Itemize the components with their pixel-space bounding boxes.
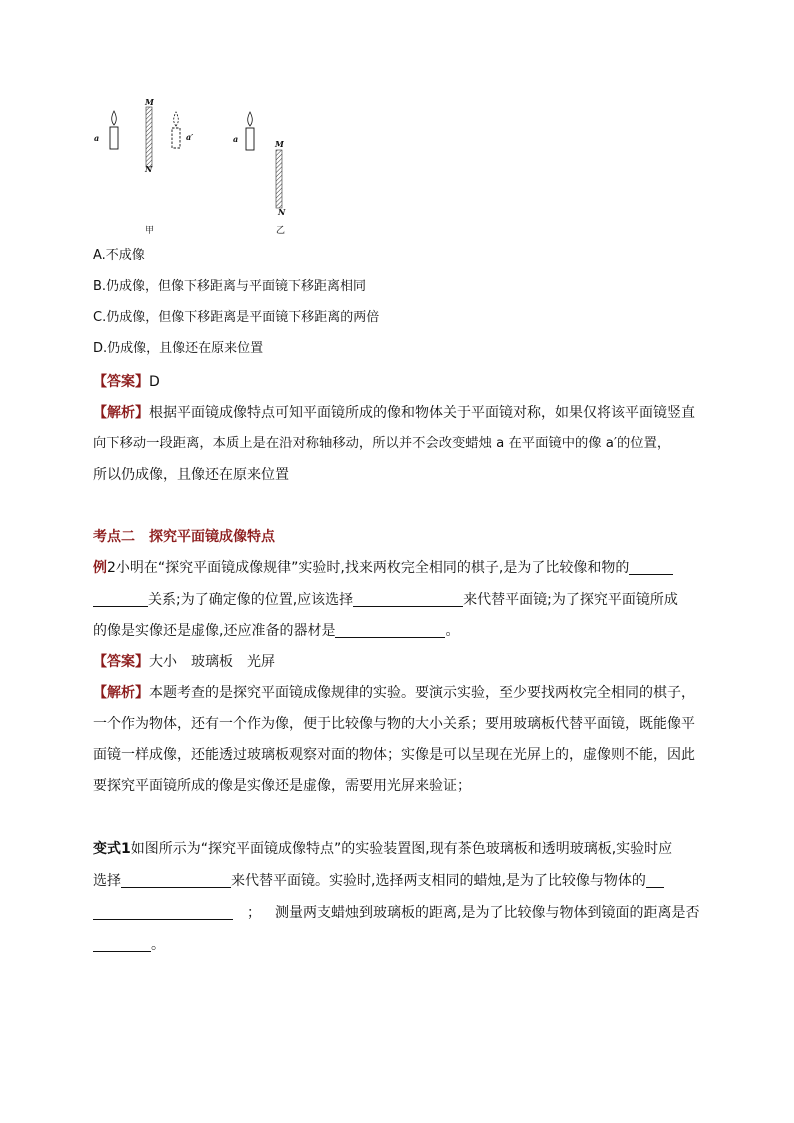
example-analysis-line3: 面镜一样成像，还能透过玻璃板观察对面的物体；实像是可以呈现在光屏上的，虚像则不能，因此 [93, 747, 695, 763]
variant-line3: ； 测量两支蜡烛到玻璃板的距离,是为了比较像与物体到镜面的距离是否 [93, 898, 713, 928]
option-c: C.仍成像，但像下移距离是平面镜下移距离的两倍 [93, 310, 380, 325]
candle-image-dashed [172, 112, 180, 148]
q1-answer [93, 367, 713, 397]
example-line2: 关系;为了确定像的位置,应该选择 来代替平面镜;为了探究平面镜所成 [93, 585, 713, 615]
variant-line4: 。 [93, 930, 713, 960]
q1-analysis-line2: 向下移动一段距离，本质上是在沿对称轴移动，所以并不会改变蜡烛 a 在平面镜中的像 a′的位置， [93, 436, 671, 451]
label-a-prime: a′ [186, 132, 194, 142]
candle-a [246, 112, 254, 150]
blank-1[interactable] [629, 558, 673, 575]
example-analysis-line4: 要探究平面镜所成的像是实像还是虚像，需要用光屏来验证； [93, 778, 471, 794]
figure-jia [88, 92, 218, 237]
variant-tag: 变式 [93, 841, 121, 857]
variant-blank-3[interactable] [93, 935, 151, 952]
analysis-tag: 【解析】 [93, 405, 149, 421]
candle-a [110, 111, 118, 149]
label-a: a [94, 133, 100, 143]
blank-1-cont[interactable] [93, 590, 148, 607]
option-a: A.不成像 [93, 248, 145, 263]
example-tag: 例 [93, 560, 107, 576]
option-d: D.仍成像，且像还在原来位置 [93, 341, 264, 356]
variant-line2: 选择 来代替平面镜。实验时,选择两支相同的蜡烛,是为了比较像与物体的 [93, 866, 713, 896]
mirror-yi [276, 150, 282, 208]
diagram-jia [88, 92, 218, 237]
mirror-jia [146, 107, 152, 167]
example-answer: 【答案】大小 玻璃板 光屏 [93, 654, 275, 670]
blank-2[interactable] [353, 590, 463, 607]
variant-blank-2[interactable] [646, 871, 664, 888]
option-b: B.仍成像，但像下移距离与平面镜下移距离相同 [93, 279, 367, 294]
variant-blank-2-cont[interactable] [93, 903, 233, 920]
figure-yi [228, 110, 308, 237]
q1-analysis-line1: 【解析】根据平面镜成像特点可知平面镜所成的像和物体关于平面镜对称，如果仅将该平面镜竖直 [93, 405, 695, 421]
caption-yi: 乙 [276, 226, 286, 236]
caption-jia: 甲 [145, 226, 155, 236]
variant-blank-1[interactable] [121, 871, 231, 888]
label-N: N [145, 164, 153, 174]
q1-analysis-line3: 所以仍成像，且像还在原来位置 [93, 467, 289, 483]
label-M: M [145, 97, 154, 107]
section-heading: 考点二 探究平面镜成像特点 [93, 529, 275, 545]
blank-3[interactable] [335, 621, 445, 638]
label-a: a [233, 134, 239, 144]
variant-line1: 变式1如图所示为“探究平面镜成像特点”的实验装置图,现有茶色玻璃板和透明玻璃板,实验时应 [93, 841, 673, 857]
example-line1: 例2小明在“探究平面镜成像规律”实验时,找来两枚完全相同的棋子,是为了比较像和物的 [93, 553, 713, 583]
example-line3: 的像是实像还是虚像,还应准备的器材是 。 [93, 623, 460, 639]
label-M: M [275, 139, 284, 149]
answer-value: D [149, 374, 160, 390]
example-analysis-line2: 一个作为物体，还有一个作为像，便于比较像与物的大小关系；要用玻璃板代替平面镜，既能像平 [93, 716, 695, 732]
diagram-yi [228, 110, 308, 237]
example-analysis-line1: 【解析】本题考查的是探究平面镜成像规律的实验。要演示实验，至少要找两枚完全相同的棋子， [93, 685, 695, 701]
label-N: N [278, 207, 286, 217]
answer-tag: 【答案】 [93, 374, 149, 390]
